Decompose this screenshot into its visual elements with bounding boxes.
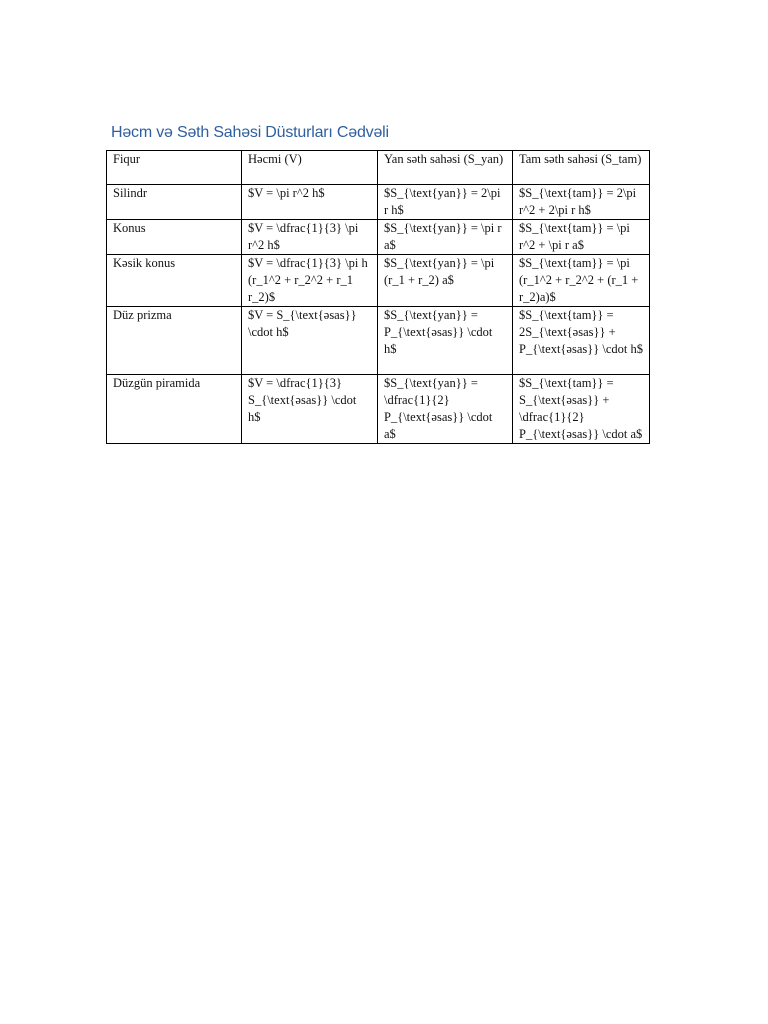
cell-volume: $V = \pi r^2 h$ — [242, 185, 378, 220]
cell-lateral-area: $S_{\text{yan}} = \pi (r_1 + r_2) a$ — [378, 255, 513, 307]
table-row — [107, 375, 650, 444]
cell-lateral-area: $S_{\text{yan}} = \pi r a$ — [378, 220, 513, 255]
cell-volume: $V = \dfrac{1}{3} \pi h (r_1^2 + r_2^2 + r_1 r_2)$ — [242, 255, 378, 307]
table-row — [107, 220, 650, 255]
cell-figure: Düz prizma — [107, 307, 242, 375]
header-cell-volume: Həcmi (V) — [242, 151, 378, 185]
table-row — [107, 307, 650, 375]
table-row — [107, 185, 650, 220]
cell-figure: Düzgün piramida — [107, 375, 242, 444]
cell-lateral-area: $S_{\text{yan}} = 2\pi r h$ — [378, 185, 513, 220]
cell-figure: Kəsik konus — [107, 255, 242, 307]
cell-total-area: $S_{\text{tam}} = 2S_{\text{əsas}} + P_{\text{əsas}} \cdot h$ — [513, 307, 650, 375]
cell-total-area: $S_{\text{tam}} = \pi r^2 + \pi r a$ — [513, 220, 650, 255]
cell-lateral-area: $S_{\text{yan}} = \dfrac{1}{2} P_{\text{əsas}} \cdot a$ — [378, 375, 513, 444]
cell-volume: $V = \dfrac{1}{3} \pi r^2 h$ — [242, 220, 378, 255]
cell-figure: Silindr — [107, 185, 242, 220]
cell-total-area: $S_{\text{tam}} = 2\pi r^2 + 2\pi r h$ — [513, 185, 650, 220]
table-row — [107, 255, 650, 307]
cell-figure: Konus — [107, 220, 242, 255]
header-cell-figure: Fiqur — [107, 151, 242, 185]
cell-volume: $V = S_{\text{əsas}} \cdot h$ — [242, 307, 378, 375]
header-cell-lateral-area: Yan səth sahəsi (S_yan) — [378, 151, 513, 185]
table-header-row — [107, 151, 650, 185]
cell-total-area: $S_{\text{tam}} = \pi (r_1^2 + r_2^2 + (r_1 + r_2)a)$ — [513, 255, 650, 307]
document-title: Həcm və Səth Sahəsi Düsturları Cədvəli — [111, 124, 389, 141]
cell-total-area: $S_{\text{tam}} = S_{\text{əsas}} + \dfrac{1}{2} P_{\text{əsas}} \cdot a$ — [513, 375, 650, 444]
cell-lateral-area: $S_{\text{yan}} = P_{\text{əsas}} \cdot h$ — [378, 307, 513, 375]
cell-volume: $V = \dfrac{1}{3} S_{\text{əsas}} \cdot h$ — [242, 375, 378, 444]
formula-table — [106, 150, 650, 444]
header-cell-total-area: Tam səth sahəsi (S_tam) — [513, 151, 650, 185]
